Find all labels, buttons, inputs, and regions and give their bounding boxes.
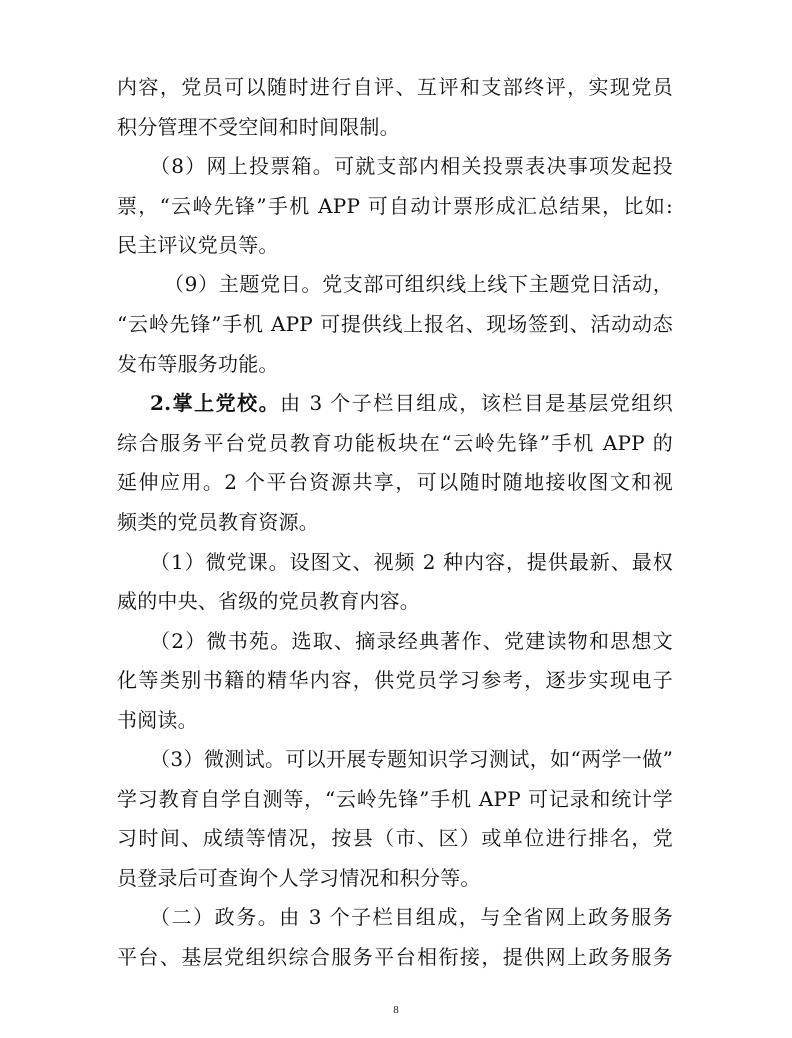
body-text-line: 发布等服务功能。 [117,352,279,376]
body-text-line: 员登录后可查询个人学习情况和积分等。 [117,866,481,890]
body-text-line: 内容，党员可以随时进行自评、互评和支部终评，实现党员 [117,75,673,99]
body-text-line: 习时间、成绩等情况，按县（市、区）或单位进行排名，党 [117,826,673,850]
paragraph-item-8: （8）网上投票箱。可就支部内相关投票表决事项发起投 [150,154,673,178]
section-heading-rest: 由 3 个子栏目组成，该栏目是基层党组织 [280,391,673,415]
body-text-line: “云岭先锋”手机 APP 可提供线上报名、现场签到、活动动态 [117,312,673,336]
body-text-line: 书阅读。 [117,708,198,732]
body-text-line: 平台、基层党组织综合服务平台相衔接，提供网上政务服务 [117,945,673,969]
body-text-line: 综合服务平台党员教育功能板块在“云岭先锋”手机 APP 的 [117,431,673,455]
body-text-line: 威的中央、省级的党员教育内容。 [117,589,420,613]
body-text-line: 票，“云岭先锋”手机 APP 可自动计票形成汇总结果，比如: [117,194,673,218]
body-text-line: 积分管理不受空间和时间限制。 [117,115,400,139]
body-text-line: 民主评议党员等。 [117,233,279,257]
body-text-line: 学习教育自学自测等，“云岭先锋”手机 APP 可记录和统计学 [117,787,673,811]
section-heading-bold: 2.掌上党校。 [150,391,281,415]
body-text-line: 化等类别书籍的精华内容，供党员学习参考，逐步实现电子 [117,668,673,692]
section-heading-line [150,390,673,416]
paragraph-item-9: （9）主题党日。党支部可组织线上线下主题党日活动， [164,272,673,296]
body-text-line: 延伸应用。2 个平台资源共享，可以随时随地接收图文和视 [117,470,673,494]
paragraph-item-1: （1）微党课。设图文、视频 2 种内容，提供最新、最权 [150,550,673,574]
body-text-line: 频类的党员教育资源。 [117,510,319,534]
section-heading-government-affairs: （二）政务。由 3 个子栏目组成，与全省网上政务服务 [150,905,673,929]
paragraph-item-3: （3）微测试。可以开展专题知识学习测试，如“两学一做” [150,747,673,771]
paragraph-item-2: （2）微书苑。选取、摘录经典著作、党建读物和思想文 [150,629,673,653]
page-number: 8 [393,1004,399,1016]
